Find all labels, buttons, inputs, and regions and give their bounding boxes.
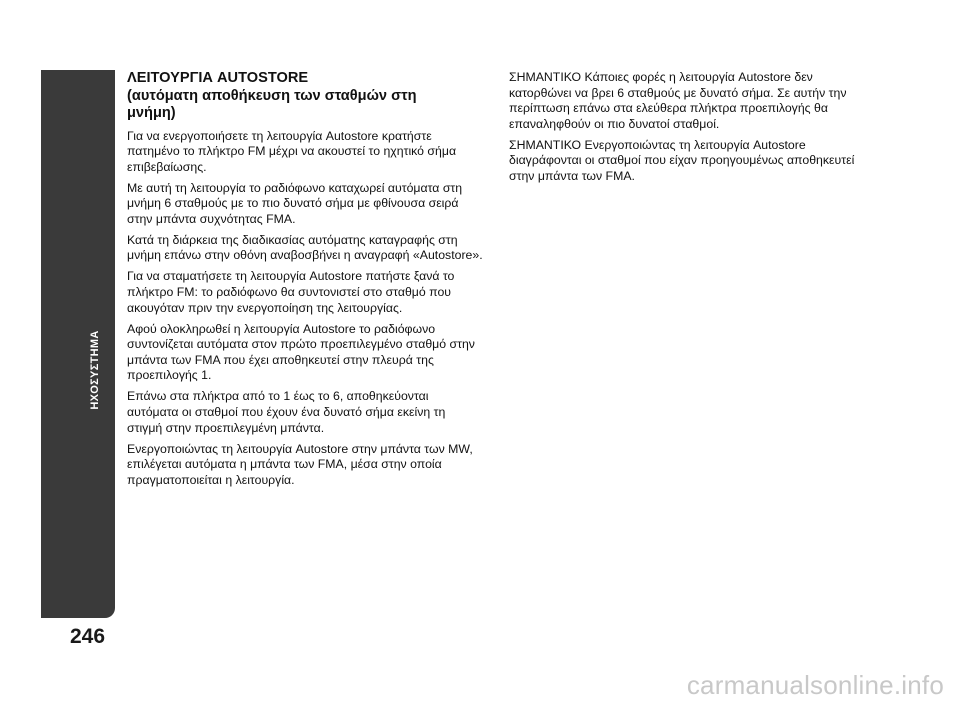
body-paragraph: Κατά τη διάρκεια της διαδικασίας αυτόματης καταγραφής στη μνήμη επάνω στην οθόνη αναβοσβήνει η αναγραφή «Autostore». <box>127 232 483 263</box>
section-title-line: μνήμη) <box>127 105 176 121</box>
body-paragraph: Αφού ολοκληρωθεί η λειτουργία Autostore το ραδιόφωνο συντονίζεται αυτόματα στον πρώτο προεπιλεγμένο σταθμό στην μπάντα των FMA που έχει αποθηκευτεί στην πλευρά της προεπιλογής 1. <box>127 321 475 383</box>
section-title-line: (αυτόματη αποθήκευση των σταθμών στη <box>127 87 417 104</box>
left-column <box>127 70 483 494</box>
section-title-line: ΛΕΙΤΟΥΡΓΙΑ AUTOSTORE <box>127 70 309 86</box>
section-side-tab-label: ΗΧΟΣΥΣΤΗΜΑ <box>89 330 101 410</box>
body-paragraph: Επάνω στα πλήκτρα από το 1 έως το 6, αποθηκεύονται αυτόματα οι σταθμοί που έχουν ένα δυνατό σήμα εκείνη τη στιγμή στην προεπιλεγμένη μπάντα. <box>127 389 446 435</box>
section-side-tab <box>41 70 115 618</box>
important-note-paragraph: ΣΗΜΑΝΤΙΚΟ Κάποιες φορές η λειτουργία Autostore δεν κατορθώνει να βρει 6 σταθμούς με δυνατό σήμα. Σε αυτήν την περίπτωση επάνω στα ελεύθερα πλήκτρα προεπιλογής θα επαναληφθούν οι πιο δυνατοί σταθμοί. <box>509 70 847 131</box>
body-paragraph: Για να ενεργοποιήσετε τη λειτουργία Autostore κρατήστε πατημένο το πλήκτρο FM μέχρι να ακουστεί το ηχητικό σήμα επιβεβαίωσης. <box>127 128 457 174</box>
important-note-paragraph: ΣΗΜΑΝΤΙΚΟ Ενεργοποιώντας τη λειτουργία Autostore διαγράφονται οι σταθμοί που είχαν προηγουμένως αποθηκευτεί στην μπάντα των FMA. <box>509 137 855 183</box>
section-title <box>127 70 483 123</box>
page-number: 246 <box>70 625 106 648</box>
watermark-text: carmanualsonline.info <box>686 670 944 700</box>
body-paragraph: Ενεργοποιώντας τη λειτουργία Autostore στην μπάντα των MW, επιλέγεται αυτόματα η μπάντα των FMA, μέσα στην οποία πραγματοποιείται η λειτουργία. <box>127 441 473 487</box>
body-paragraph: Με αυτή τη λειτουργία το ραδιόφωνο καταχωρεί αυτόματα στη μνήμη 6 σταθμούς με το πιο δυνατό σήμα με φθίνουσα σειρά στην μπάντα συχνότητας FMA. <box>127 180 463 226</box>
right-column <box>509 70 859 190</box>
body-paragraph: Για να σταματήσετε τη λειτουργία Autostore πατήστε ξανά το πλήκτρο FM: το ραδιόφωνο θα συντονιστεί στο σταθμό που ακουγόταν πριν την ενεργοποίηση της λειτουργίας. <box>127 269 455 315</box>
